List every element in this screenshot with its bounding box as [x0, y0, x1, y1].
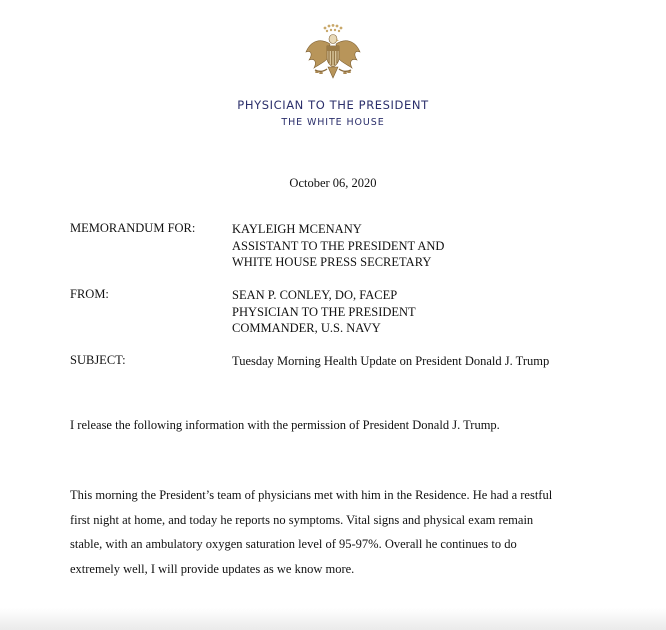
body-line: extremely well, I will provide updates as we know more.: [70, 561, 355, 576]
sender-line: COMMANDER, U.S. NAVY: [232, 321, 381, 335]
recipient-line: WHITE HOUSE PRESS SECRETARY: [232, 255, 432, 269]
recipient-line: ASSISTANT TO THE PRESIDENT AND: [232, 238, 445, 253]
memo-subject-text: [232, 353, 549, 370]
letterhead-subtitle: THE WHITE HOUSE: [281, 117, 385, 128]
memo-from-sender: [232, 287, 416, 337]
memo-body-paragraph: [70, 483, 630, 581]
presidential-seal-icon: [303, 22, 363, 86]
memo-date: October 06, 2020: [289, 176, 377, 190]
recipient-line: KAYLEIGH MCENANY: [232, 222, 362, 236]
release-statement: I release the following information with the permission of President Donald J. Trump.: [70, 418, 500, 432]
memo-from-label: FROM:: [70, 287, 109, 301]
page-bottom-shadow: [0, 608, 666, 630]
body-line: first night at home, and today he reports no symptoms. Vital signs and physical exam remain: [70, 512, 534, 527]
sender-line: SEAN P. CONLEY, DO, FACEP: [232, 288, 398, 302]
memo-for-label: MEMORANDUM FOR:: [70, 221, 196, 235]
subject-line: Tuesday Morning Health Update on President Donald J. Trump: [232, 354, 550, 368]
memo-subject-label: SUBJECT:: [70, 353, 126, 367]
memo-for-recipient: [232, 221, 444, 271]
sender-line: PHYSICIAN TO THE PRESIDENT: [232, 304, 416, 319]
body-line: This morning the President’s team of physicians met with him in the Residence. He had a restful: [70, 488, 553, 502]
letterhead-title: PHYSICIAN TO THE PRESIDENT: [237, 98, 429, 112]
body-line: stable, with an ambulatory oxygen saturation level of 95-97%. Overall he continues to do: [70, 537, 517, 551]
